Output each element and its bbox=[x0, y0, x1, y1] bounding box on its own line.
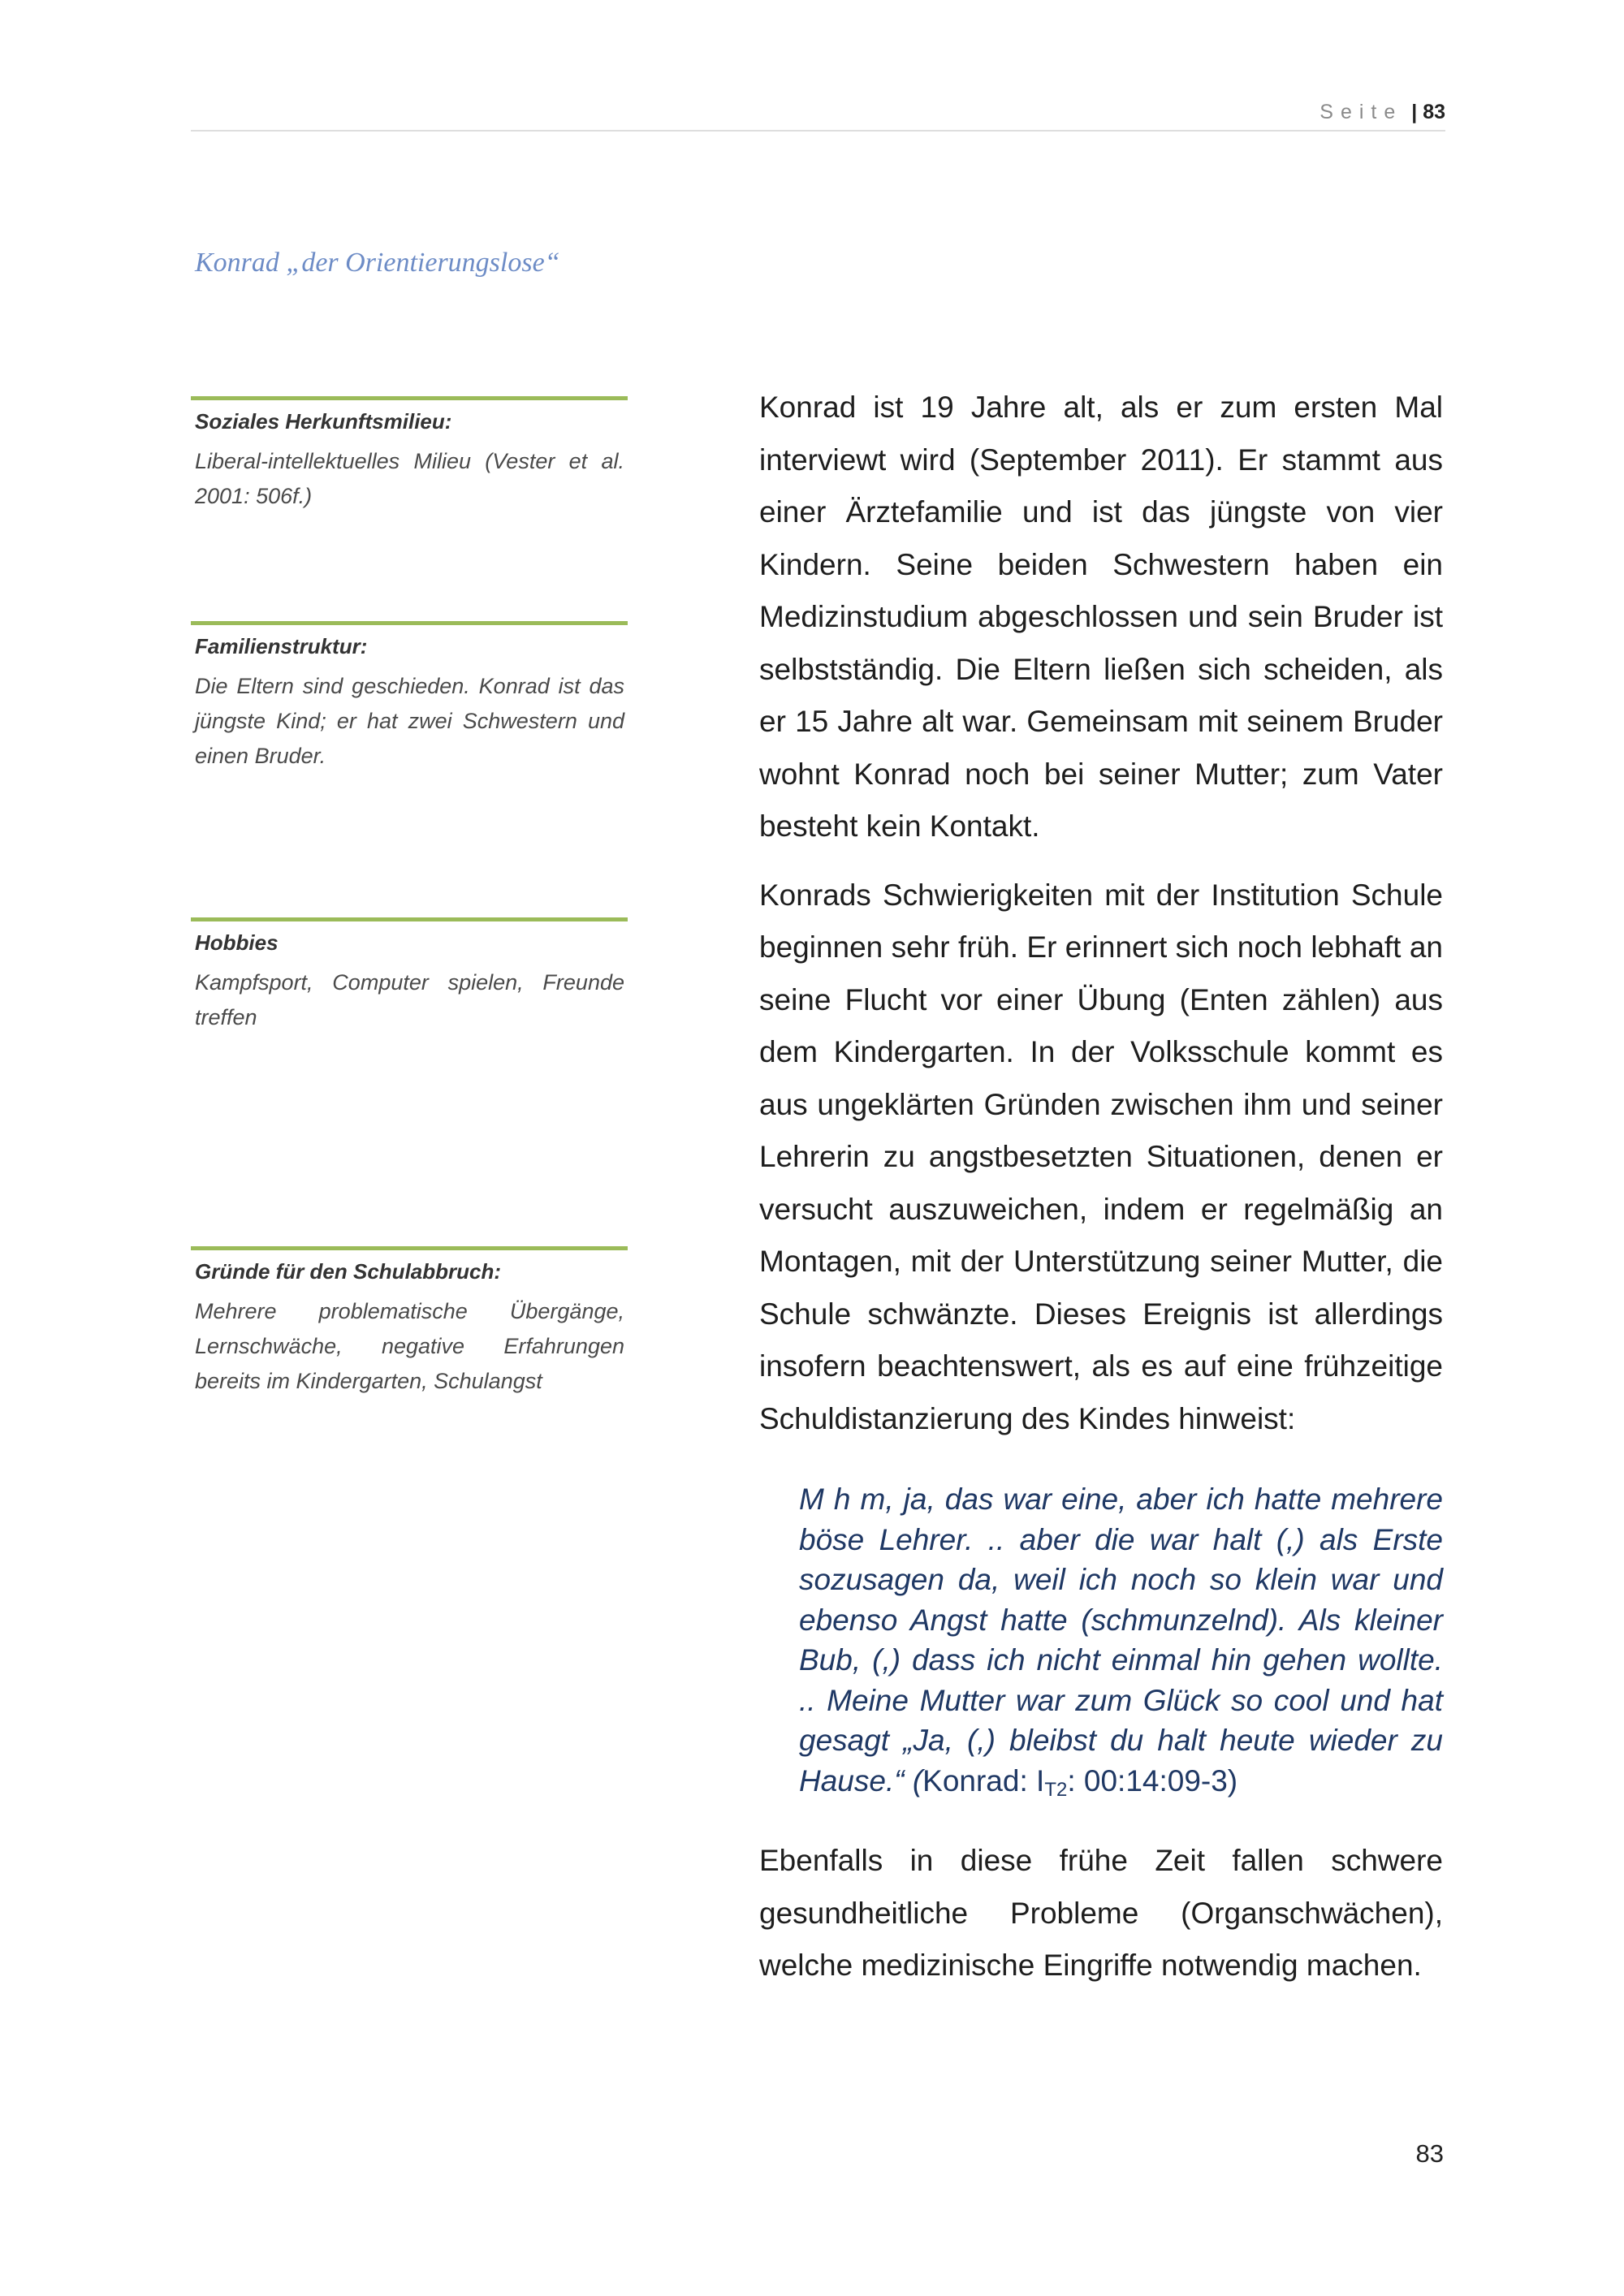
quote-cite-prefix: Konrad: I bbox=[922, 1763, 1045, 1798]
section-title: Konrad „der Orientierungslose“ bbox=[195, 248, 560, 278]
header-separator: | bbox=[1411, 101, 1418, 123]
sidebar-box-dropout-reasons bbox=[191, 1246, 628, 1399]
sidebar-label: Hobbies bbox=[195, 930, 279, 955]
interview-quote bbox=[799, 1479, 1443, 1801]
page-header bbox=[191, 97, 1445, 132]
sidebar-label: Familienstruktur: bbox=[195, 634, 368, 658]
sidebar-box-hobbies bbox=[191, 917, 628, 1035]
sidebar-text: Mehrere problematische Übergänge, Lernschwäche, negative Erfahrungen bereits im Kindergarten, Schulangst bbox=[195, 1299, 624, 1393]
quote-cite-subscript: T2 bbox=[1044, 1778, 1068, 1801]
sidebar-text: Liberal-intellektuelles Milieu (Vester et al. 2001: 506f.) bbox=[195, 449, 624, 508]
sidebar-label: Gründe für den Schulabbruch: bbox=[195, 1259, 502, 1284]
quote-cite-suffix: : 00:14:09-3) bbox=[1067, 1763, 1238, 1798]
footer-page-number: 83 bbox=[1415, 2139, 1444, 2168]
body-paragraph-2: Konrads Schwierigkeiten mit der Institution Schule beginnen sehr früh. Er erinnert sich noch lebhaft an seine Flucht vor einer Übung (Enten zählen) aus dem Kindergarten. In der Volksschule kommt es aus ungeklärten Gründen zwischen ihm und seiner Lehrerin zu angstbesetzten Situationen, denen er versucht auszuweichen, indem er regelmäßig an Montagen, mit der Unterstützung seiner Mutter, die Schule schwänzte. Dieses Ereignis ist allerdings insofern beachtenswert, als es auf eine frühzeitige Schuldistanzierung des Kindes hinweist: bbox=[759, 878, 1443, 1435]
sidebar-text: Die Eltern sind geschieden. Konrad ist das jüngste Kind; er hat zwei Schwestern und einen Bruder. bbox=[195, 674, 624, 768]
main-text-column bbox=[759, 382, 1443, 2009]
header-page-number: 83 bbox=[1423, 101, 1445, 123]
quote-text: M h m, ja, das war eine, aber ich hatte mehrere böse Lehrer. .. aber die war halt (,) als Erste sozusagen da, weil ich noch so klein war und ebenso Angst hatte (schmunzelnd). Als kleiner Bub, (,) dass ich nicht einmal hin gehen wollte. .. Meine Mutter war zum Glück so cool und hat gesagt „Ja, (,) bleibst du halt heute wieder zu Hause.“ ( bbox=[799, 1482, 1443, 1798]
sidebar-label: Soziales Herkunftsmilieu: bbox=[195, 409, 452, 434]
body-paragraph-1: Konrad ist 19 Jahre alt, als er zum ersten Mal interviewt wird (September 2011). Er stammt aus einer Ärztefamilie und ist das jüngste von vier Kindern. Seine beiden Schwestern haben ein Medizinstudium abgeschlossen und sein Bruder ist selbstständig. Die Eltern ließen sich scheiden, als er 15 Jahre alt war. Gemeinsam mit seinem Bruder wohnt Konrad noch bei seiner Mutter; zum Vater besteht kein Kontakt. bbox=[759, 391, 1443, 843]
body-paragraph-3: Ebenfalls in diese frühe Zeit fallen schwere gesundheitliche Probleme (Organschwächen), welche medizinische Eingriffe notwendig machen. bbox=[759, 1844, 1443, 1982]
sidebar-box-milieu bbox=[191, 396, 628, 514]
header-seite-label: Seite bbox=[1320, 101, 1403, 123]
sidebar-box-family bbox=[191, 621, 628, 774]
sidebar-text: Kampfsport, Computer spielen, Freunde treffen bbox=[195, 970, 624, 1029]
quote-citation bbox=[922, 1763, 1238, 1801]
